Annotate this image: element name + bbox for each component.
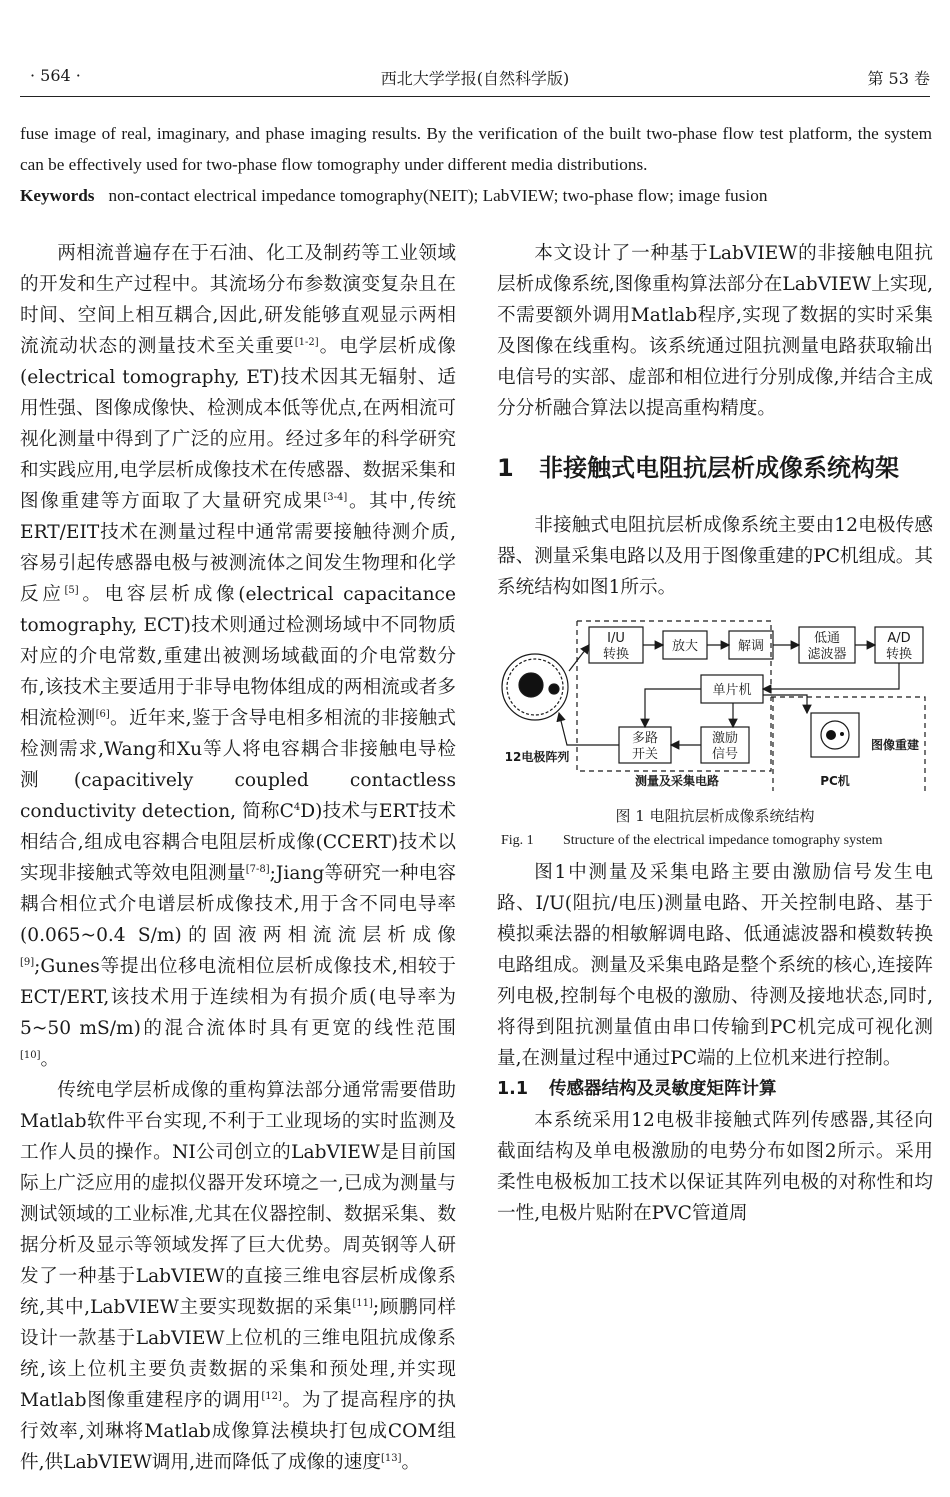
superscript: 4 — [293, 802, 301, 813]
block-exc-line2: 信号 — [711, 747, 739, 762]
paragraph-sensor: 本系统采用12电极非接触式阵列传感器,其径向截面结构及单电极激励的电势分布如图2所示。采用柔性电极板加工技术以保证其阵列电极的对称性和均一性,电极片贴附在PVC管道周 — [497, 1110, 933, 1224]
block-amp-label: 放大 — [671, 639, 699, 654]
keywords-label: Keywords — [20, 186, 95, 205]
arrow-array-iu — [569, 645, 589, 671]
figure-caption-en-label: Fig. 1 — [501, 833, 534, 848]
left-column — [20, 238, 456, 1478]
block-ad-line2: 转换 — [885, 647, 913, 662]
inclusion-large — [519, 673, 543, 697]
paragraph-intro-2: 传统电学层析成像的重构算法部分通常需要借助Matlab软件平台实现,不利于工业现场的实时监测及工作人员的操作。NI公司创立的LabVIEW是目前国际上广泛应用的虚拟仪器开发环境之一,已成为测量与测试领域的工业标准,尤其在仪器控制、数据采集、数据分析及显示等领域发挥了巨大优势。周英钢等人研发了一种基于LabVIEW的直接三维电容层析成像系统,其中,LabVIEW主要实现数据的采集[11];顾鹏同样设计一款基于LabVIEW上位机的三维电阻抗成像系统,该上位机主要负责数据的采集和预处理,并实现Matlab图像重建程序的调用[12]。为了提高程序的执行效率,刘琳将Matlab成像算法模块打包成COM组件,供LabVIEW调用,进而降低了成像的速度[13]。 — [20, 1080, 456, 1473]
system-diagram — [497, 609, 933, 795]
subsection-title: 传感器结构及灵敏度矩阵计算 — [549, 1079, 777, 1099]
abstract-tail: fuse image of real, imaginary, and phase imaging results. By the verification of the built two-phase flow test platform, the system can be effectively used for two-phase flow tomography under different media distributions. — [20, 124, 932, 174]
arrow-mux-array — [559, 713, 619, 745]
citation: [7-8] — [245, 864, 270, 875]
citation: [5] — [64, 585, 79, 596]
running-header — [20, 66, 930, 88]
section-title: 非接触式电阻抗层析成像系统构架 — [539, 454, 899, 482]
volume-label: 第 53 卷 — [867, 69, 930, 88]
block-iu-line1: I/U — [607, 631, 625, 646]
citation: [6] — [95, 709, 110, 720]
header-rule — [20, 96, 930, 97]
block-mux-line1: 多路 — [631, 731, 659, 746]
section-number: 1 — [497, 454, 514, 482]
block-lpf-line2: 滤波器 — [807, 647, 847, 662]
figure-caption-en — [501, 829, 929, 853]
paragraph-intro-1: 两相流普遍存在于石油、化工及制药等工业领域的开发和生产过程中。其流场分布参数演变复杂且在时间、空间上相互耦合,因此,研发能够直观显示两相流流动状态的测量技术至关重要[1-2]。电学层析成像(electrical tomography, ET)技术因其无辐射、适用性强、图像成像快、检测成本低等优点,在两相流可视化测量中得到了广泛的应用。经过多年的科学研究和实践应用,电学层析成像技术在传感器、数据采集和图像重建等方面取了大量研究成果[3-4]。其中,传统ERT/EIT技术在测量过程中通常需要接触待测介质,容易引起传感器电极与被测流体之间发生物理和化学反应[5]。电容层析成像(electrical capacitance tomography, ECT)技术则通过检测场域中不同物质对应的介电常数,重建出被测场域截面的介电常数分布,该技术主要适用于非导电物体组成的两相流或者多相流检测[6]。近年来,鉴于含导电相多相流的非接触式检测需求,Wang和Xu等人将电容耦合非接触电导检测(capacitively coupled contactless conductivity detection, 简称$C^4D$)技术与ERT技术相结合,组成电容耦合电阻层析成像(CCERT)技术以实现非接触式等效电阻测量[7-8];Jiang等研究一种电容耦合相位式介电谱层析成像技术,用于含不同电导率(0.065~0.4 S/m)的固液两相流流层析成像[9];Gunes等提出位移电流相位层析成像技术,相较于ECT/ERT,该技术用于连续相为有损介质(电导率为5~50 mS/m)的混合流体时具有更宽的线性范围[10]。 — [20, 243, 456, 1070]
section-heading — [497, 450, 933, 486]
citation: [12] — [261, 1391, 282, 1402]
block-iu-line2: 转换 — [602, 647, 630, 662]
arrow-mcu-mux — [645, 689, 701, 727]
citation: [3-4] — [323, 492, 348, 503]
label-circuit: 测量及采集电路 — [634, 774, 720, 788]
journal-title: 西北大学学报(自然科学版) — [380, 69, 570, 88]
citation: [9] — [20, 957, 35, 968]
figure-caption-en-text: Structure of the electrical impedance tomography system — [563, 833, 883, 848]
block-exc-line1: 激励 — [711, 731, 739, 746]
arrow-ad-mcu — [763, 663, 899, 689]
block-lpf-line1: 低通 — [813, 631, 841, 646]
block-demod-label: 解调 — [737, 639, 765, 654]
block-mux-line2: 开关 — [631, 747, 659, 762]
paragraph-system-1: 非接触式电阻抗层析成像系统主要由12电极传感器、测量采集电路以及用于图像重建的PC机组成。其系统结构如图1所示。 — [497, 515, 933, 598]
paragraph-intro-3: 本文设计了一种基于LabVIEW的非接触电阻抗层析成像系统,图像重构算法部分在LabVIEW上实现,不需要额外调用Matlab程序,实现了数据的实时采集及图像在线重构。该系统通过阻抗测量电路获取输出电信号的实部、虚部和相位进行分别成像,并结合主成分分析融合算法以提高重构精度。 — [497, 243, 933, 419]
page-number: · 564 · — [30, 66, 81, 85]
citation: [11] — [352, 1298, 373, 1309]
label-recon: 图像重建 — [870, 738, 920, 752]
label-electrodes: 12电极阵列 — [504, 750, 570, 764]
pc-image-dot-small — [840, 732, 844, 736]
right-column — [497, 238, 933, 1229]
subsection-number: 1.1 — [497, 1079, 529, 1099]
figure-caption-zh: 图 1 电阻抗层析成像系统结构 — [615, 807, 815, 825]
label-pc: PC机 — [820, 774, 850, 788]
figure-1 — [497, 609, 933, 795]
arrow-mcu-pc — [763, 695, 807, 713]
paragraph-system-2: 图1中测量及采集电路主要由激励信号发生电路、I/U(阻抗/电压)测量电路、开关控制电路、基于模拟乘法器的相敏解调电路、低通滤波器和模数转换电路组成。测量及采集电路是整个系统的核心,连接阵列电极,控制每个电极的激励、待测及接地状态,同时,将得到阻抗测量值由串口传输到PC机完成可视化测量,在测量过程中通过PC端的上位机来进行控制。 — [497, 862, 933, 1069]
citation: [13] — [380, 1453, 402, 1464]
subsection-heading — [497, 1074, 933, 1105]
citation: [10] — [20, 1050, 41, 1061]
block-mcu-label: 单片机 — [712, 683, 752, 698]
keywords-line — [20, 180, 932, 211]
inclusion-small — [549, 684, 559, 694]
pc-image-dot — [826, 730, 836, 740]
block-ad-line1: A/D — [887, 631, 911, 646]
keywords-text: non-contact electrical impedance tomography(NEIT); LabVIEW; two-phase flow; image fusion — [108, 186, 768, 205]
english-abstract — [20, 118, 932, 211]
citation: [1-2] — [294, 337, 319, 348]
